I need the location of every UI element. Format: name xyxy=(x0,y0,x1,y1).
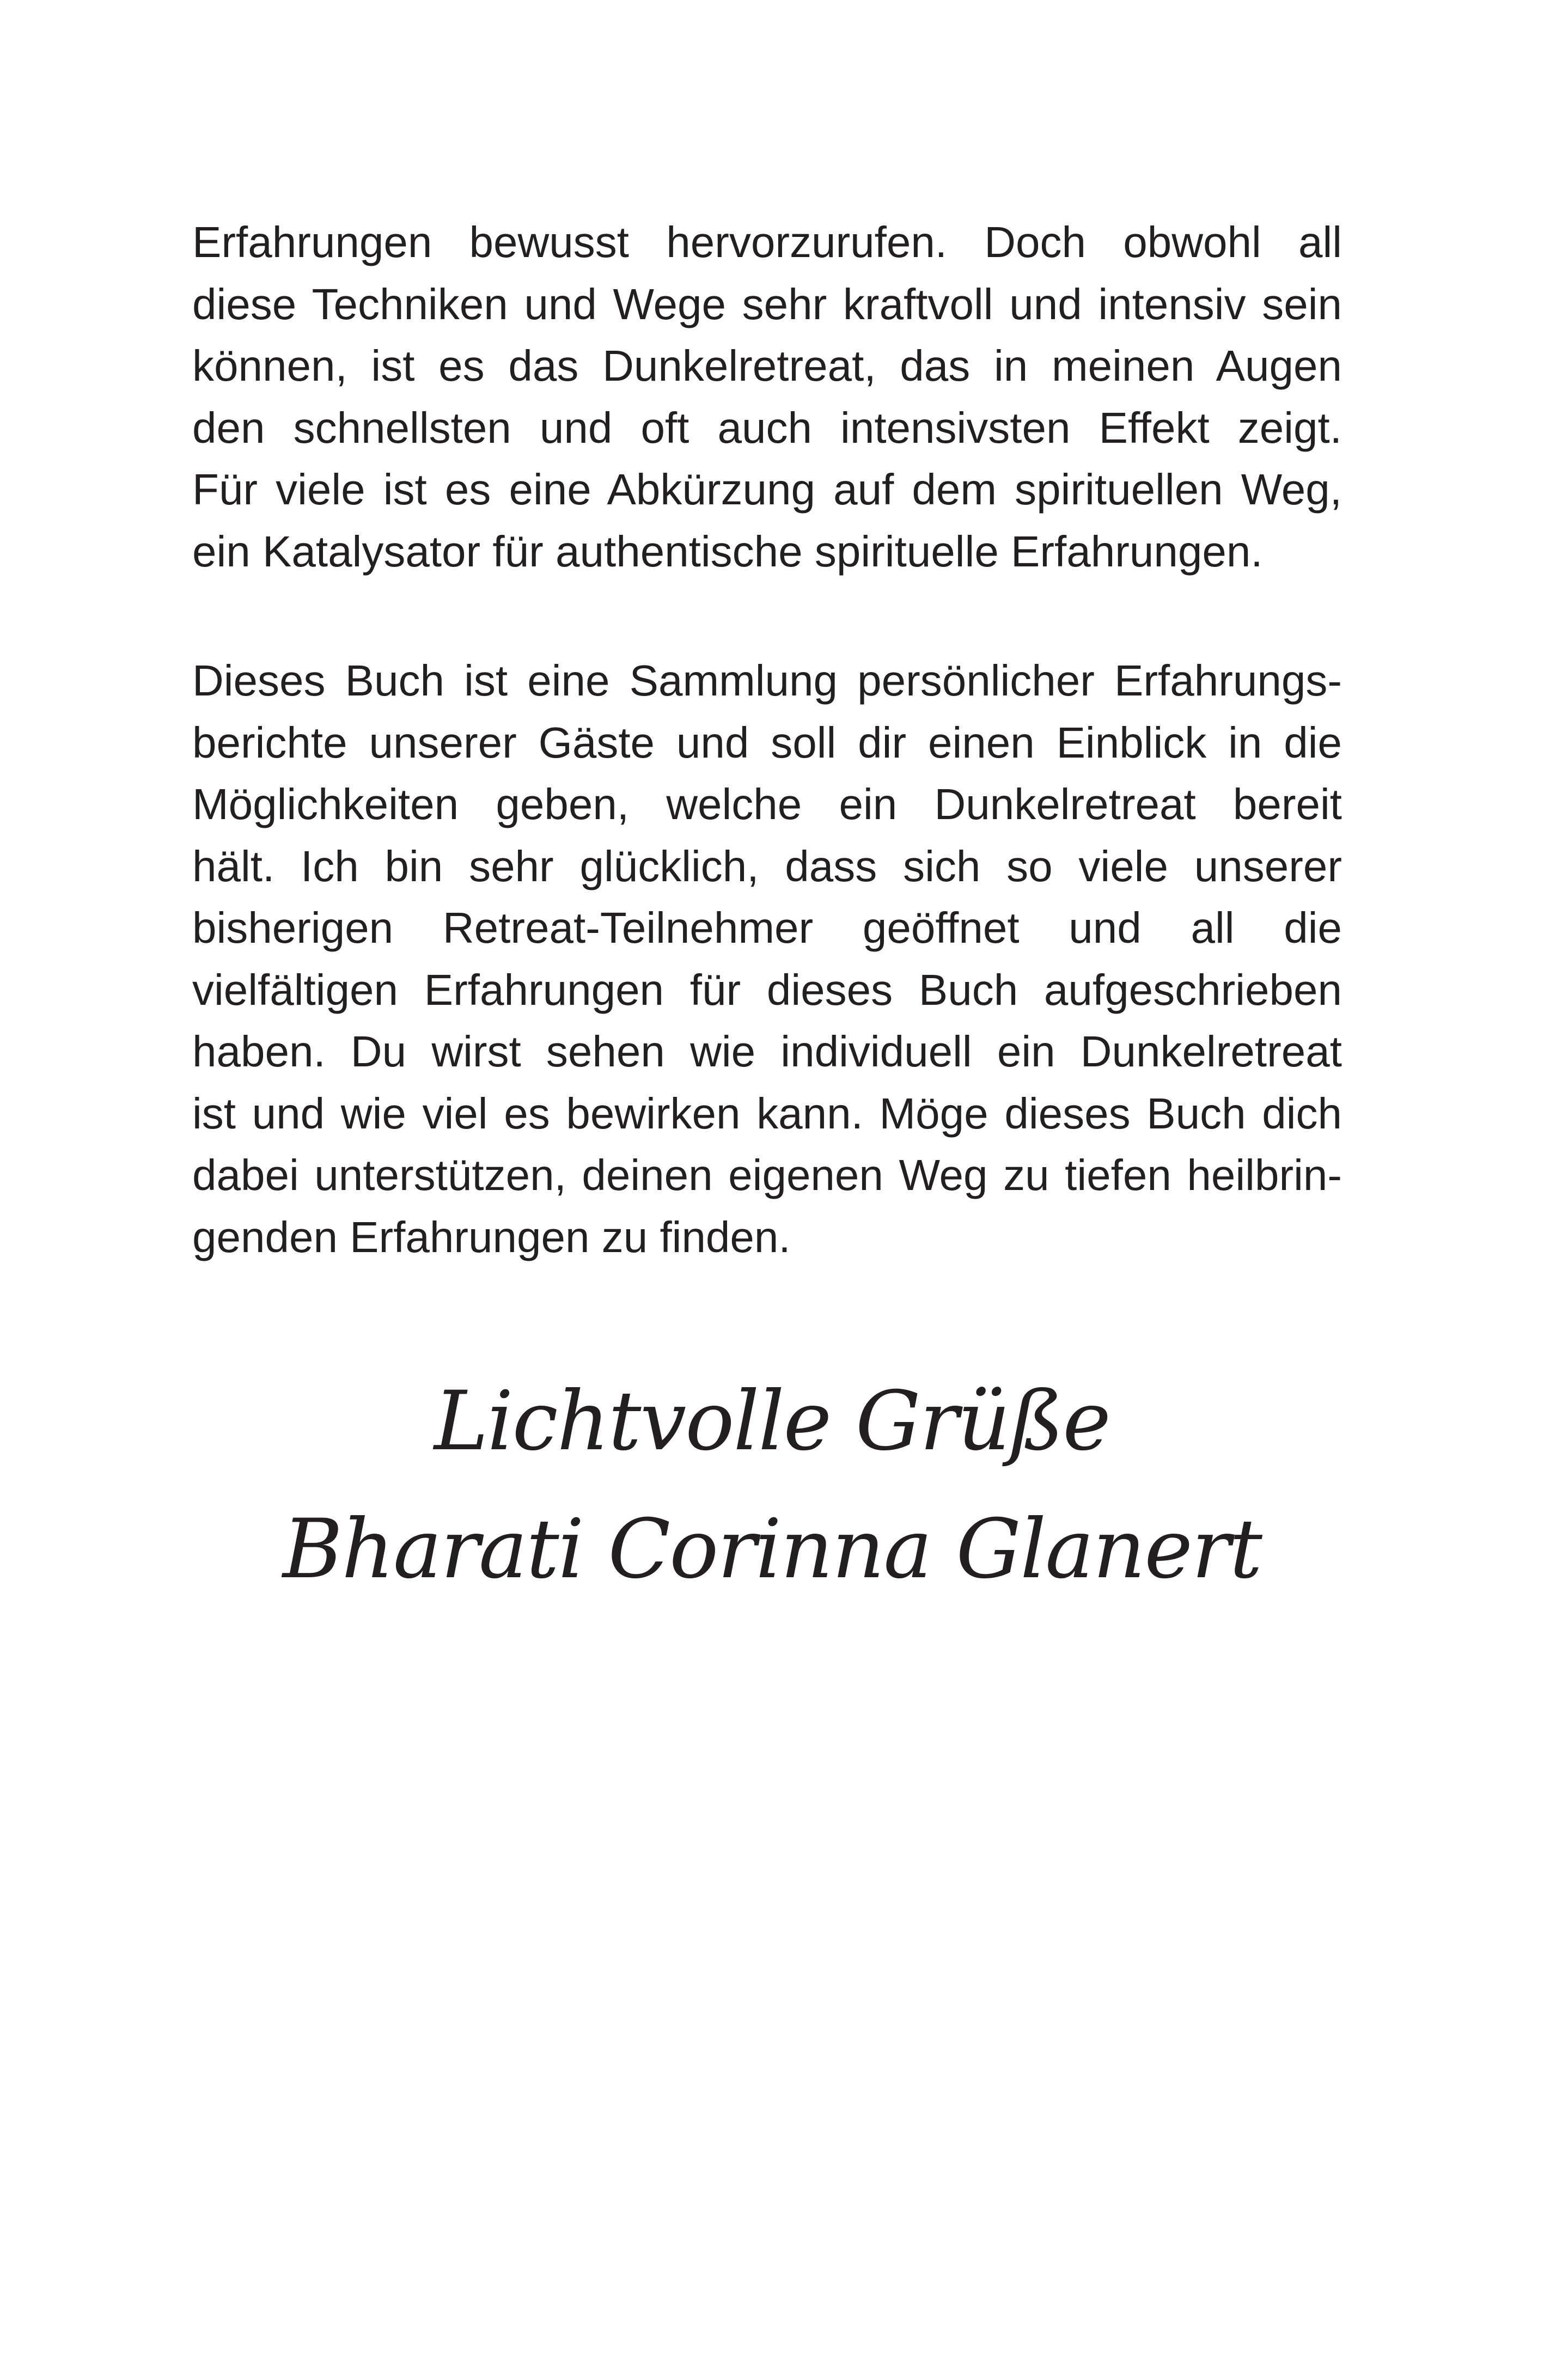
paragraph-line: bisherigen Retreat-Teilnehmer geöffnet und all die xyxy=(192,904,1342,952)
paragraph-line: Dieses Buch ist eine Sammlung persönlicher Erfahrungs- xyxy=(192,656,1342,705)
paragraph-line: berichte unserer Gäste und soll dir einen Einblick in die xyxy=(192,718,1342,767)
paragraph-line: können, ist es das Dunkelretreat, das in meinen Augen xyxy=(192,341,1342,390)
paragraph-line: Erfahrungen bewusst hervorzurufen. Doch obwohl all xyxy=(192,218,1342,266)
paragraph-line: dabei unterstützen, deinen eigenen Weg zu tiefen heilbrin- xyxy=(192,1151,1342,1199)
paragraph-line: genden Erfahrungen zu finden. xyxy=(192,1212,791,1261)
paragraph-line: den schnellsten und oft auch intensivsten Effekt zeigt. xyxy=(192,403,1342,452)
paragraph-intro xyxy=(192,211,1342,582)
author-signature: Bharati Corinna Glanert xyxy=(283,1502,1261,1597)
paragraph-line: diese Techniken und Wege sehr kraftvoll und intensiv sein xyxy=(192,279,1342,328)
paragraph-line: ist und wie viel es bewirken kann. Möge dieses Buch dich xyxy=(192,1089,1342,1138)
paragraph-line: vielfältigen Erfahrungen für dieses Buch aufgeschrieben xyxy=(192,965,1342,1014)
closing-greeting: Lichtvolle Grüße xyxy=(434,1374,1110,1469)
paragraph-line: Für viele ist es eine Abkürzung auf dem spirituellen Weg, xyxy=(192,465,1342,514)
paragraph-line: ein Katalysator für authentische spirituelle Erfahrungen. xyxy=(192,527,1263,576)
paragraph-line: Möglichkeiten geben, welche ein Dunkelretreat bereit xyxy=(192,780,1342,828)
paragraph-line: haben. Du wirst sehen wie individuell ein Dunkelretreat xyxy=(192,1027,1342,1076)
paragraph-book-purpose xyxy=(192,650,1342,1268)
paragraph-line: hält. Ich bin sehr glücklich, dass sich so viele unserer xyxy=(192,841,1342,890)
